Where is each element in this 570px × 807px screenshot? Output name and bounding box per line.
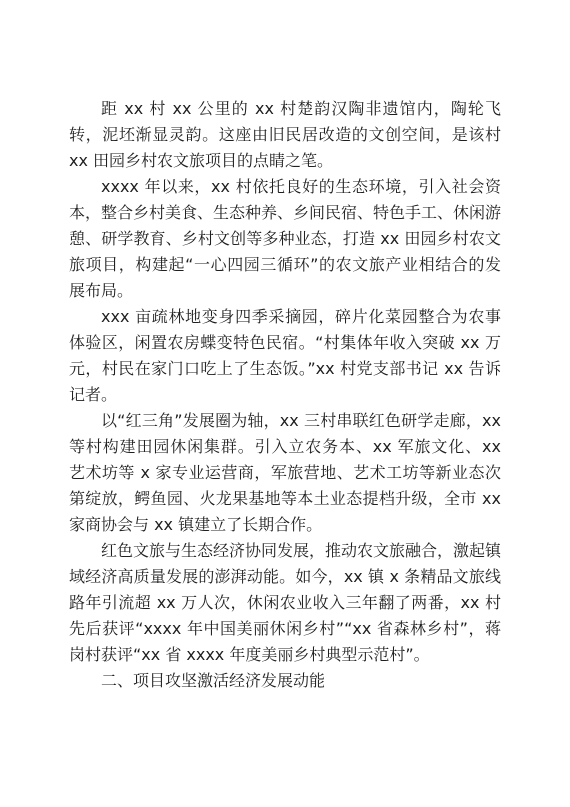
document-body xyxy=(69,96,501,694)
paragraph-pottery-museum: 距 xx 村 xx 公里的 xx 村楚韵汉陶非遗馆内，陶轮飞转，泥坯渐显灵韵。这座由旧民居改造的文创空间，是该村 xx 田园乡村农文旅项目的点睛之笔。 xyxy=(69,99,501,170)
paragraph-integration-results: 红色文旅与生态经济协同发展，推动农文旅融合，激起镇域经济高质量发展的澎湃动能。如今，xx 镇 x 条精品文旅线路年引流超 xx 万人次，休闲农业收入三年翻了两番，xx 村先后获评“xxxx 年中国美丽休闲乡村”“xx 省森林乡村”，蒋岗村获评“xx 省 xxxx 年度美丽乡村典型示范村”。 xyxy=(69,541,502,664)
section-heading: 二、项目攻坚激活经济发展动能 xyxy=(101,671,326,690)
paragraph-red-triangle: 以“红三角”发展圈为轴，xx 三村串联红色研学走廊，xx 等村构建田园休闲集群。引入立农务本、xx 军旅文化、xx 艺术坊等 x 家专业运营商，军旅营地、艺术工坊等新业态次第绽放，鳄鱼园、火龙果基地等本土业态提档升级，全市 xx 家商协会与 xx 镇建立了长期合作。 xyxy=(69,411,501,534)
paragraph-village-income: xxx 亩疏林地变身四季采摘园，碎片化菜园整合为农事体验区，闲置农房蝶变特色民宿。“村集体年收入突破 xx 万元，村民在家门口吃上了生态饭。”xx 村党支部书记 xx 告诉记者。 xyxy=(69,307,501,404)
paragraph-development-layout: xxxx 年以来，xx 村依托良好的生态环境，引入社会资本，整合乡村美食、生态种养、乡间民宿、特色手工、休闲游憩、研学教育、乡村文创等多种业态，打造 xx 田园乡村农文旅项目，构建起“一心四园三循环”的农文旅产业相结合的发展布局。 xyxy=(69,177,502,300)
